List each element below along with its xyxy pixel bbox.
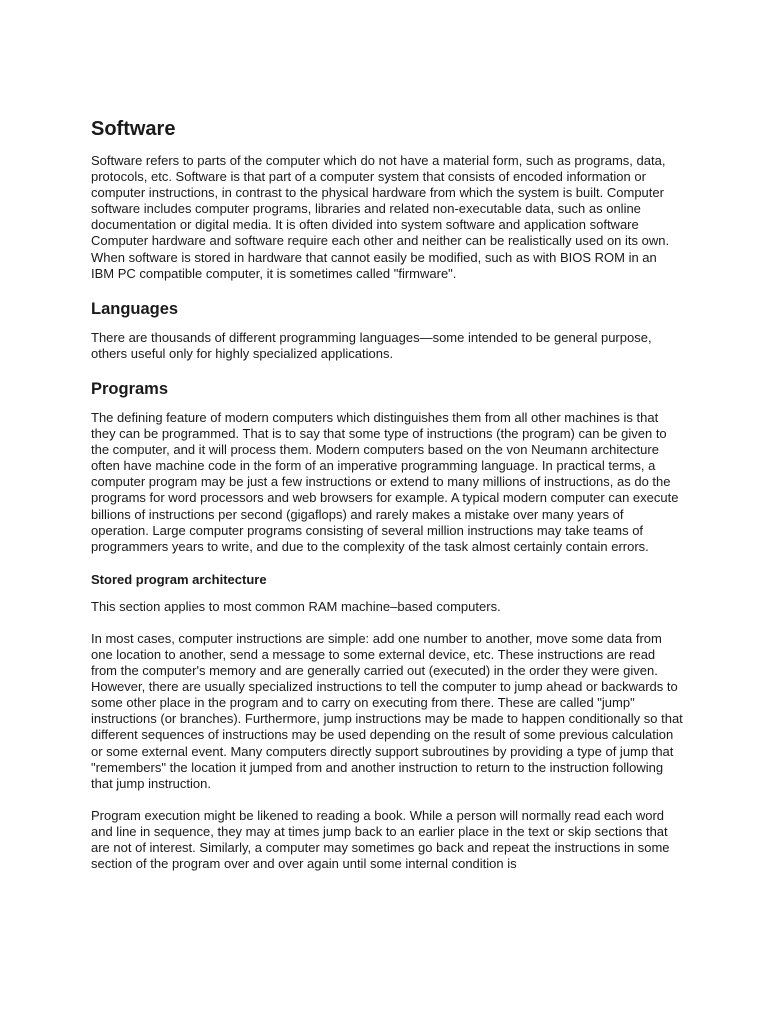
section-heading-languages: Languages [91,299,179,318]
stored-program-paragraph-2: In most cases, computer instructions are simple: add one number to another, move some data from one location to another, send a message to some external device, etc. These instructions are read from the computer's memory and are generally carried out (executed) in the order they were given. However, there are usually specialized instructions to tell the computer to jump ahead or backwards to some other place in the program and to carry on executing from there. These are called "jump" instructions (or branches). Furthermore, jump instructions may be made to happen conditionally so that different sequences of instructions may be used depending on the result of some previous calculation or some external event. Many computers directly support subroutines by providing a type of jump that "remembers" the location it jumped from and another instruction to return to the instruction following that jump instruction. [91,630,683,791]
intro-paragraph: Software refers to parts of the computer which do not have a material form, such as programs, data, protocols, etc. Software is that part of a computer system that consists of encoded information or computer instructions, in contrast to the physical hardware from which the system is built. Computer software includes computer programs, libraries and related non-executable data, such as online documentation or digital media. It is often divided into system software and application software Computer hardware and software require each other and neither can be realistically used on its own. When software is stored in hardware that cannot easily be modified, such as with BIOS ROM in an IBM PC compatible computer, it is sometimes called "firmware". [91,153,670,281]
section-heading-programs: Programs [91,379,169,398]
languages-paragraph: There are thousands of different programming languages—some intended to be general purpose, others useful only for highly specialized applications. [91,329,652,361]
stored-program-paragraph-3: Program execution might be likened to reading a book. While a person will normally read each word and line in sequence, they may at times jump back to an earlier place in the text or skip sections that are not of interest. Similarly, a computer may sometimes go back and repeat the instructions in some section of the program over and over again until some internal condition is [91,807,670,872]
stored-program-paragraph-1: This section applies to most common RAM machine–based computers. [91,598,501,614]
document-page [91,116,683,888]
subsection-heading-stored-program: Stored program architecture [91,571,267,587]
programs-paragraph: The defining feature of modern computers which distinguishes them from all other machines is that they can be programmed. That is to say that some type of instructions (the program) can be given to the computer, and it will process them. Modern computers based on the von Neumann architecture often have machine code in the form of an imperative programming language. In practical terms, a computer program may be just a few instructions or extend to many millions of instructions, as do the programs for word processors and web browsers for example. A typical modern computer can execute billions of instructions per second (gigaflops) and rarely makes a mistake over many years of operation. Large computer programs consisting of several million instructions may take teams of programmers years to write, and due to the complexity of the task almost certainly contain errors. [91,409,679,554]
page-title: Software [91,118,176,140]
